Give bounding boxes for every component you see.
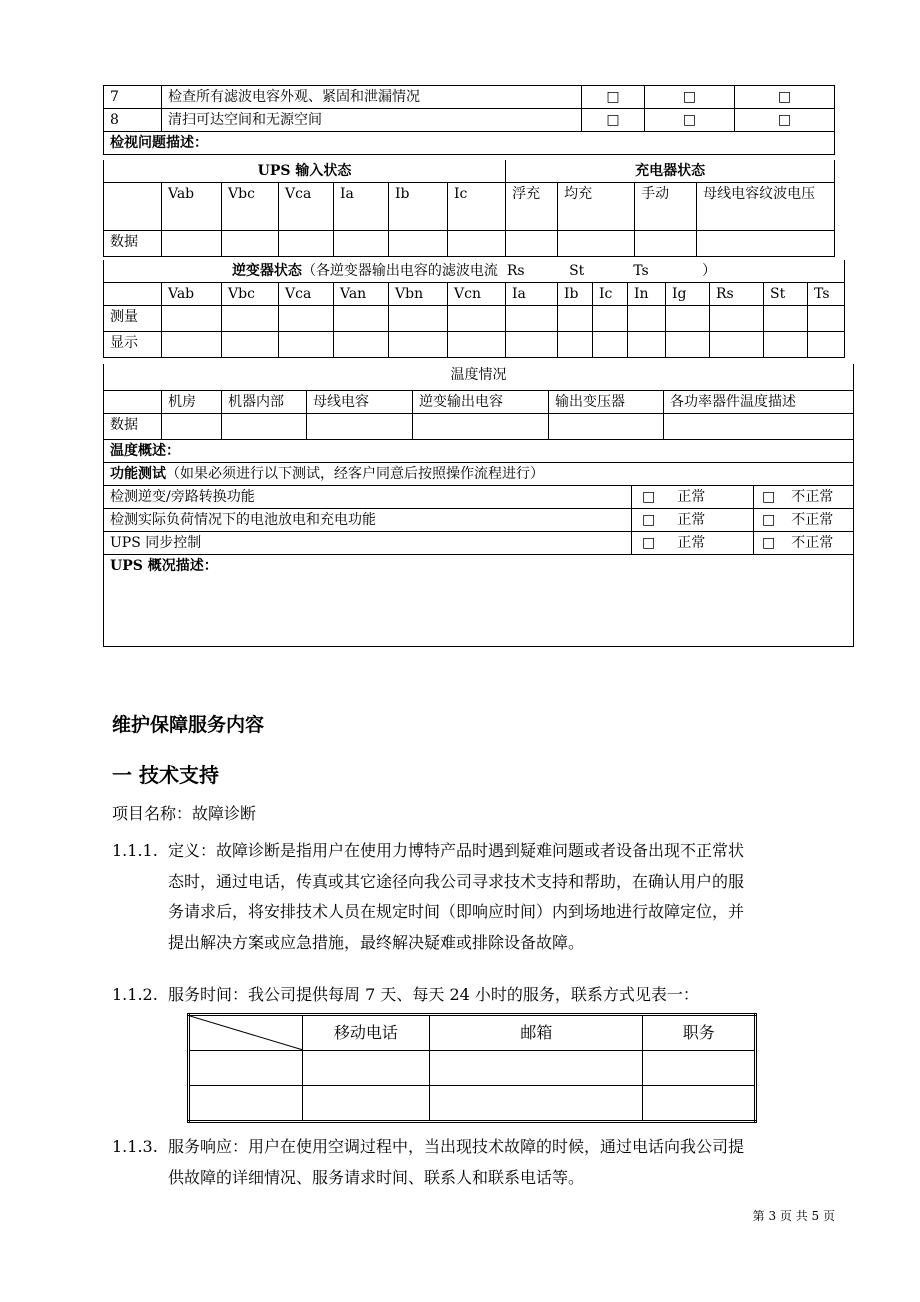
checkbox[interactable]: □ <box>582 86 645 109</box>
option-abnormal[interactable]: □ 不正常 <box>754 485 854 508</box>
col-header: Vab <box>162 183 222 231</box>
function-test-item: UPS 同步控制 <box>104 531 632 554</box>
checkbox[interactable]: □ <box>645 109 735 132</box>
option-abnormal[interactable]: □ 不正常 <box>754 508 854 531</box>
col-header: Vbc <box>222 183 279 231</box>
row-label: 显示 <box>104 332 162 358</box>
charger-title: 充电器状态 <box>506 160 835 183</box>
col-header: 机房 <box>162 390 222 413</box>
temperature-table <box>103 364 854 647</box>
checkbox[interactable]: □ <box>735 86 835 109</box>
ups-input-table <box>103 160 835 257</box>
section-title: 维护保障服务内容 <box>112 714 265 736</box>
col-header: 移动电话 <box>302 1015 430 1051</box>
row-number: 7 <box>104 86 162 109</box>
item-number: 1.1.1. <box>112 841 158 860</box>
option-abnormal[interactable]: □ 不正常 <box>754 531 854 554</box>
col-header: 各功率器件温度描述 <box>664 390 854 413</box>
ups-input-title: UPS 输入状态 <box>104 160 506 183</box>
item-paragraph: 服务响应：用户在使用空调过程中，当出现技术故障的时候，通过电话向我公司提 供故障的详细情况、服务请求时间、联系人和联系电话等。 <box>168 1137 745 1187</box>
diagonal-header-cell <box>189 1015 303 1051</box>
col-header: 浮充 <box>506 183 558 231</box>
contact-table <box>187 1013 757 1123</box>
col-header: 均充 <box>558 183 635 231</box>
col-header: Rs <box>710 283 764 306</box>
col-header: Vca <box>279 283 334 306</box>
row-label: 数据 <box>104 413 162 439</box>
col-header: Ic <box>593 283 628 306</box>
function-test-item: 检测逆变/旁路转换功能 <box>104 485 632 508</box>
check-item: 清扫可达空间和无源空间 <box>162 109 582 132</box>
col-header: Vcn <box>448 283 506 306</box>
item-paragraph: 定义：故障诊断是指用户在使用力博特产品时遇到疑难问题或者设备出现不正常状 态时，通过电话，传真或其它途径向我公司寻求技术支持和帮助，在确认用户的服 务请求后，将安排技术人员在规定时间（即响应时间）内到场地进行故障定位，并 提出解决方案或应急措施，最终解决疑难或排除设备故障。 <box>168 841 745 952</box>
option-normal[interactable]: □ 正常 <box>632 531 754 554</box>
col-header: Ib <box>558 283 593 306</box>
col-header: Ts <box>808 283 845 306</box>
col-header: Ib <box>389 183 448 231</box>
item-number: 1.1.2. <box>112 985 158 1004</box>
col-header: Vbc <box>222 283 279 306</box>
inspection-desc-label: 检视问题描述： <box>104 132 835 155</box>
col-header: 母线电容 <box>307 390 413 413</box>
project-name: 项目名称：故障诊断 <box>112 804 257 823</box>
checklist-table <box>103 85 835 155</box>
row-label: 数据 <box>104 231 162 257</box>
diagonal-line <box>190 1016 302 1050</box>
inverter-table <box>103 260 845 358</box>
col-header: In <box>628 283 666 306</box>
col-header: Ig <box>666 283 710 306</box>
table-row <box>189 1051 756 1086</box>
col-header: Vca <box>279 183 334 231</box>
temperature-summary: 温度概述： <box>104 439 854 462</box>
col-header: 机器内部 <box>222 390 307 413</box>
col-header: Ia <box>506 283 558 306</box>
page-footer: 第 3 页 共 5 页 <box>752 1209 835 1223</box>
col-header: Vbn <box>389 283 448 306</box>
table-row <box>189 1086 756 1122</box>
row-number: 8 <box>104 109 162 132</box>
col-header: 手动 <box>635 183 697 231</box>
col-header: St <box>764 283 808 306</box>
checkbox[interactable]: □ <box>582 109 645 132</box>
option-normal[interactable]: □ 正常 <box>632 485 754 508</box>
temperature-title: 温度情况 <box>104 364 854 390</box>
function-test-item: 检测实际负荷情况下的电池放电和充电功能 <box>104 508 632 531</box>
col-header: 输出变压器 <box>549 390 664 413</box>
checkbox[interactable]: □ <box>645 86 735 109</box>
col-header: Ic <box>448 183 506 231</box>
row-label: 测量 <box>104 306 162 332</box>
check-item: 检查所有滤波电容外观、紧固和泄漏情况 <box>162 86 582 109</box>
col-header: Ia <box>334 183 389 231</box>
col-header: 逆变输出电容 <box>413 390 549 413</box>
col-header: Vab <box>162 283 222 306</box>
col-header: 邮箱 <box>430 1015 643 1051</box>
option-normal[interactable]: □ 正常 <box>632 508 754 531</box>
table-row <box>104 86 835 109</box>
ups-overview-label: UPS 概况描述： <box>104 554 854 646</box>
checkbox[interactable]: □ <box>735 109 835 132</box>
col-header: Van <box>334 283 389 306</box>
function-test-title: 功能测试（如果必须进行以下测试，经客户同意后按照操作流程进行） <box>104 462 854 485</box>
item-paragraph: 服务时间：我公司提供每周 7 天、每天 24 小时的服务，联系方式见表一： <box>168 985 699 1004</box>
section-one-heading: 一 技术支持 <box>112 763 219 787</box>
col-header: 母线电容纹波电压 <box>697 183 835 231</box>
item-number: 1.1.3. <box>112 1137 158 1156</box>
inverter-title: 逆变器状态（各逆变器输出电容的滤波电流 Rs St Ts ） <box>104 260 845 283</box>
table-row <box>104 109 835 132</box>
col-header: 职务 <box>643 1015 756 1051</box>
